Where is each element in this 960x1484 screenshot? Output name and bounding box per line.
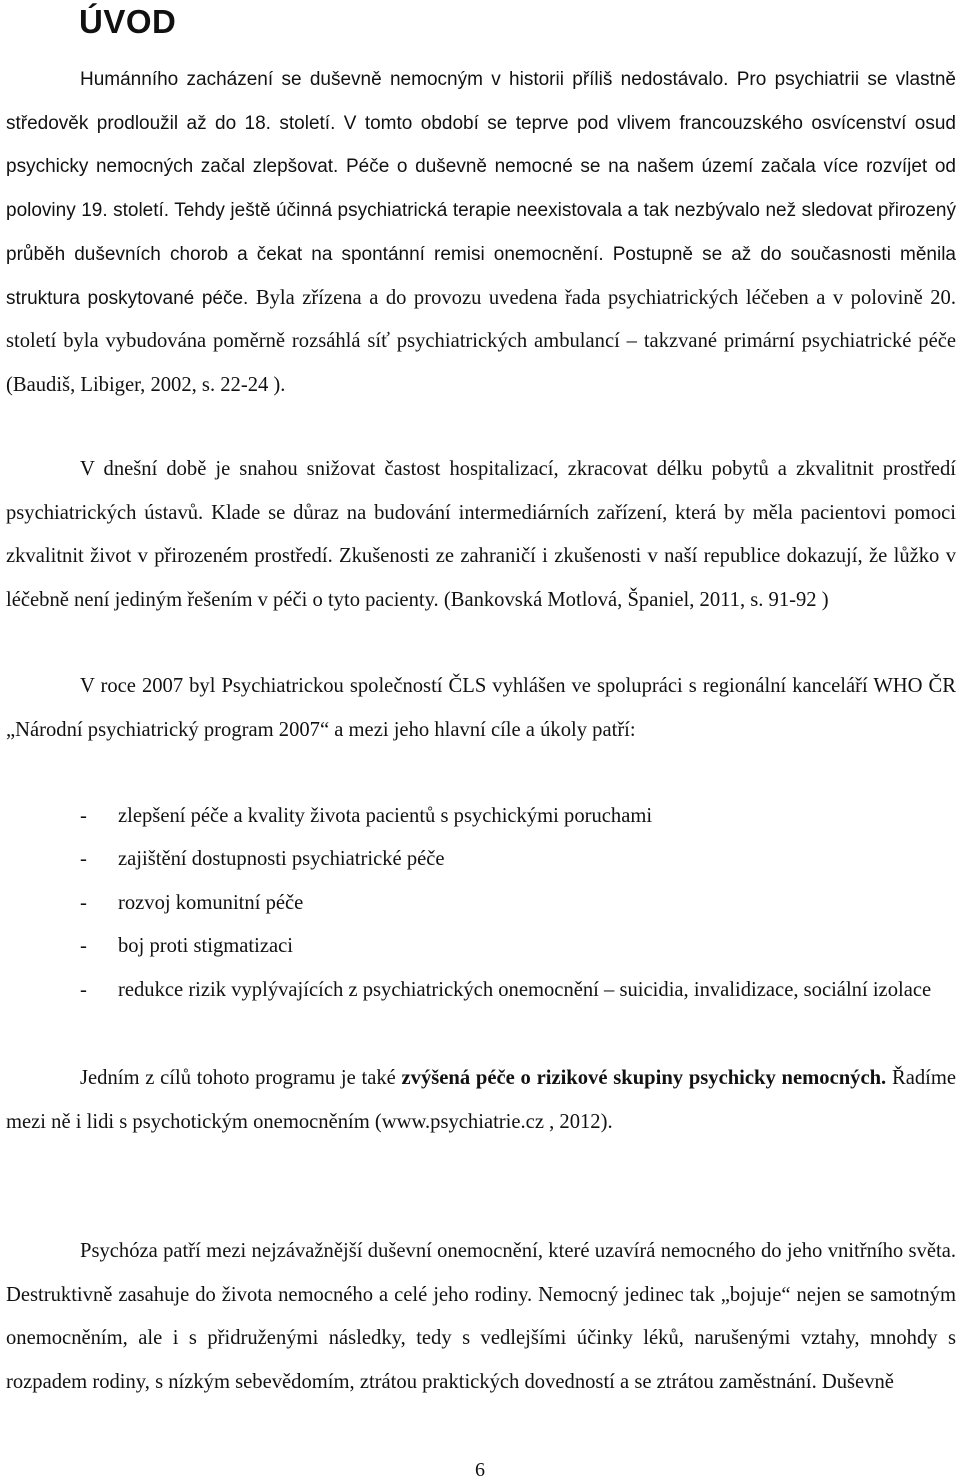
list-item-text: zajištění dostupnosti psychiatrické péče bbox=[118, 848, 445, 871]
risk-groups-lead: Jedním z cílů tohoto programu je také bbox=[80, 1067, 402, 1089]
list-item bbox=[80, 969, 960, 1012]
list-bullet: - bbox=[80, 935, 87, 958]
list-item-text: redukce rizik vyplývajících z psychiatrických onemocnění – suicidia, invalidizace, sociální izolace bbox=[118, 978, 932, 1001]
risk-groups-bold: zvýšená péče o rizikové skupiny psychicky nemocných. bbox=[401, 1067, 887, 1089]
list-bullet: - bbox=[80, 805, 87, 827]
list-item-text: zlepšení péče a kvality života pacientů s psychickými poruchami bbox=[118, 805, 653, 827]
page-number: 6 bbox=[475, 1459, 485, 1481]
program-goals-list bbox=[80, 795, 960, 1012]
section-heading: ÚVOD bbox=[79, 3, 177, 40]
intro-paragraph bbox=[6, 58, 956, 408]
paragraph-psychosis: Psychóza patří mezi nejzávažnější duševní onemocnění, které uzavírá nemocného do jeho vnitřního světa. Destruktivně zasahuje do života nemocného a celé jeho rodiny. Nemocný jedinec tak „bojuje“ nejen se samotným onemocněním, ale i s přidruženými následky, tedy s vedlejšími účinky léků, narušenými vztahy, mnohdy s rozpadem rodiny, s nízkým sebevědomím, ztrátou praktických dovedností a se ztrátou zaměstnání. Duševně bbox=[6, 1240, 956, 1394]
list-item-text: boj proti stigmatizaci bbox=[118, 935, 294, 958]
intro-serif-text: Byla zřízena a do provozu uvedena řada psychiatrických léčeben a v polovině 20. století byla vybudována poměrně rozsáhlá síť psychiatrických ambulancí – takzvané primární psychiatrické péče (Baudiš, Libiger, 2002, s. 22-24 ). bbox=[6, 286, 956, 396]
list-bullet: - bbox=[80, 891, 87, 914]
list-item-text: rozvoj komunitní péče bbox=[118, 891, 304, 914]
list-item bbox=[80, 838, 960, 881]
paragraph-hospitalization: V dnešní době je snahou snižovat častost hospitalizací, zkracovat délku pobytů a zkvalitnit prostředí psychiatrických ústavů. Klade se důraz na budování intermediárních zařízení, která by měla pacientovi pomoci zkvalitnit život v přirozeném prostředí. Zkušenosti ze zahraničí i zkušenosti v naší republice dokazují, že lůžko v léčebně není jediným řešením v péči o tyto pacienty. (Bankovská Motlová, Španiel, 2011, s. 91-92 ) bbox=[6, 458, 956, 612]
paragraph-national-program: V roce 2007 byl Psychiatrickou společností ČLS vyhlášen ve spolupráci s regionální kanceláří WHO ČR „Národní psychiatrický program 2007“ a mezi jeho hlavní cíle a úkoly patří: bbox=[6, 675, 956, 741]
list-bullet: - bbox=[80, 978, 87, 1001]
list-item bbox=[80, 925, 960, 968]
risk-groups-rest: Řadíme mezi ně i lidi s psychotickým onemocněním (www.psychiatrie.cz , 2012). bbox=[6, 1067, 957, 1133]
list-item bbox=[80, 882, 960, 925]
list-bullet: - bbox=[80, 848, 87, 871]
intro-sans-text: Humánního zacházení se duševně nemocným v historii příliš nedostávalo. Pro psychiatrii se vlastně středověk prodloužil až do 18. století. V tomto období se teprve pod vlivem francouzského osvícenství osud psychicky nemocných začal zlepšovat. Péče o duševně nemocné se na našem území začala více rozvíjet od poloviny 19. století. Tehdy ještě účinná psychiatrická terapie neexistovala a tak nezbývalo než sledovat přirozený průběh duševních chorob a čekat na spontánní remisi onemocnění. Postupně se až do současnosti měnila struktura poskytované péče. bbox=[6, 69, 956, 309]
list-item bbox=[80, 795, 960, 838]
paragraph-risk-groups bbox=[6, 1057, 956, 1144]
